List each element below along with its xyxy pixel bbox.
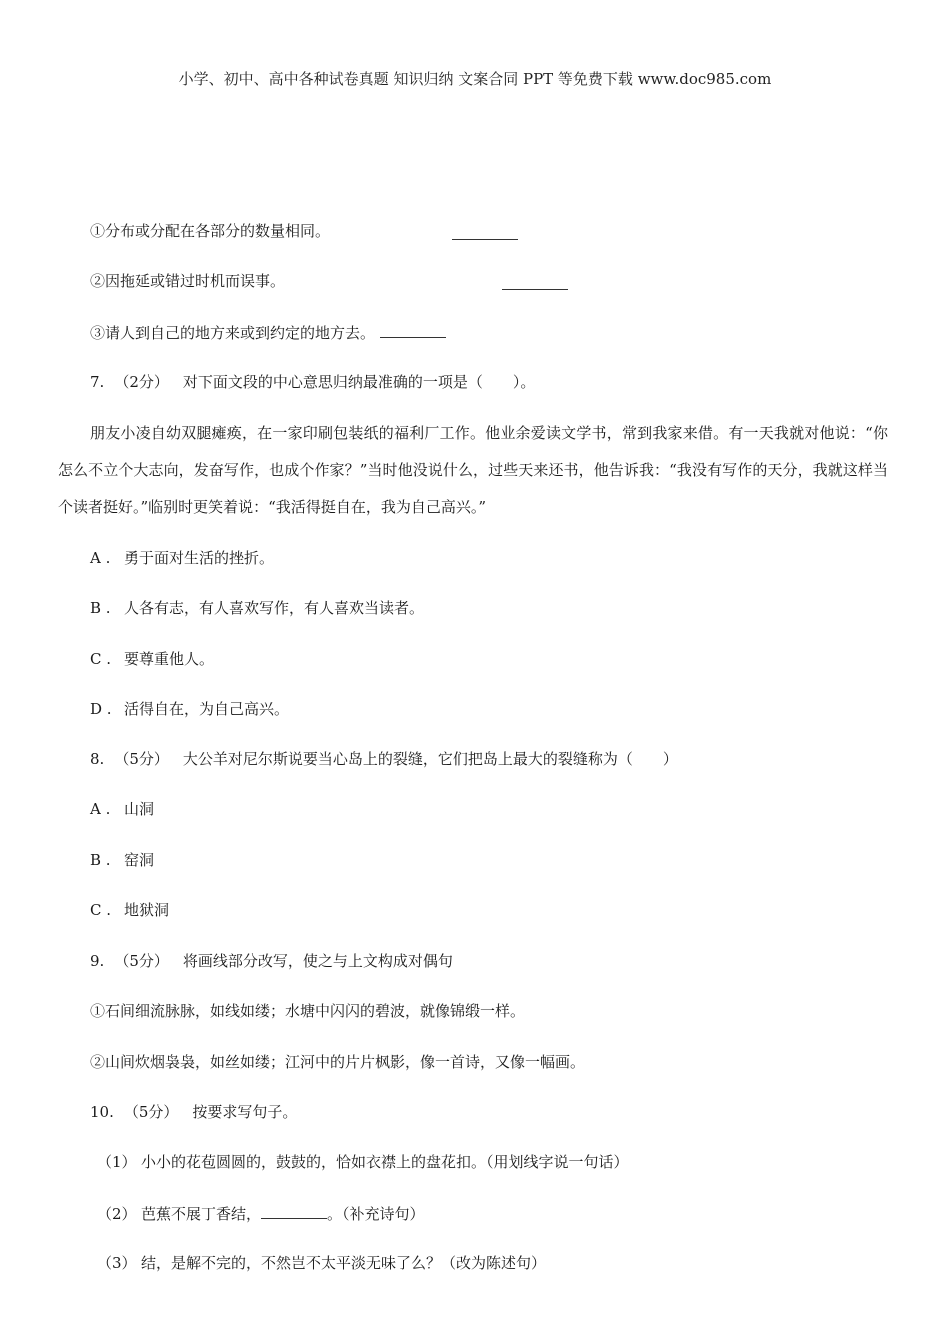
sub-question-3	[97, 1252, 546, 1274]
question-number: 9.	[90, 952, 105, 970]
sub-question-number: （3）	[97, 1254, 137, 1272]
option-text: 地狱洞	[124, 901, 170, 919]
option-text: 人各有志，有人喜欢写作，有人喜欢当读者。	[124, 599, 425, 617]
option-letter: B .	[90, 599, 111, 617]
option-letter: B .	[90, 851, 111, 869]
question-text: 将画线部分改写，使之与上文构成对偶句	[182, 952, 453, 970]
question-8	[90, 748, 678, 770]
answer-blank-3[interactable]	[380, 321, 446, 338]
question-text: 大公羊对尼尔斯说要当心岛上的裂缝，它们把岛上最大的裂缝称为（ ）	[182, 750, 678, 768]
sub-question-2	[97, 1202, 425, 1225]
option-text: 山洞	[124, 800, 155, 818]
option-a[interactable]	[90, 547, 274, 569]
question-score: （2分）	[114, 373, 169, 391]
option-c[interactable]	[90, 899, 169, 921]
question-text: 对下面文段的中心意思归纳最准确的一项是（ ）。	[182, 373, 536, 391]
sentence-2: ②山间炊烟袅袅，如丝如缕；江河中的片片枫影，像一首诗，又像一幅画。	[90, 1053, 586, 1071]
question-10	[90, 1101, 297, 1123]
sub-question-text-end: 。（补充诗句）	[327, 1205, 425, 1223]
answer-blank-2[interactable]	[502, 288, 568, 290]
definition-text: ②因拖延或错过时机而误事。	[90, 272, 286, 290]
sub-question-text: 结，是解不完的，不然岂不太平淡无味了么？（改为陈述句）	[141, 1254, 547, 1272]
question-score: （5分）	[123, 1103, 179, 1121]
option-d[interactable]	[90, 698, 289, 720]
option-letter: A .	[90, 549, 111, 567]
question-number: 7.	[90, 373, 105, 391]
sub-question-number: （1）	[97, 1153, 137, 1171]
option-text: 窑洞	[124, 851, 155, 869]
answer-blank-poem[interactable]	[261, 1202, 327, 1219]
option-text: 勇于面对生活的挫折。	[124, 549, 275, 567]
option-a[interactable]	[90, 798, 154, 820]
question-score: （5分）	[114, 750, 169, 768]
option-text: 要尊重他人。	[124, 650, 215, 668]
question-text: 按要求写句子。	[192, 1103, 298, 1121]
sub-question-text: 芭蕉不展丁香结，	[141, 1205, 262, 1223]
option-letter: D .	[90, 700, 112, 718]
option-b[interactable]	[90, 597, 424, 619]
answer-blank-1[interactable]	[452, 238, 518, 240]
sentence-1: ①石间细流脉脉，如线如缕；水塘中闪闪的碧波，就像锦缎一样。	[90, 1002, 526, 1020]
page-header: 小学、初中、高中各种试卷真题 知识归纳 文案合同 PPT 等免费下载 www.doc985.com	[178, 70, 772, 88]
option-letter: C .	[90, 901, 112, 919]
question-number: 8.	[90, 750, 105, 768]
definition-text: ③请人到自己的地方来或到约定的地方去。	[90, 324, 376, 342]
sub-question-number: （2）	[97, 1205, 137, 1223]
question-number: 10.	[90, 1103, 114, 1121]
definition-text: ①分布或分配在各部分的数量相同。	[90, 222, 331, 240]
option-letter: A .	[90, 800, 111, 818]
option-text: 活得自在，为自己高兴。	[124, 700, 290, 718]
definition-item-3	[90, 321, 446, 344]
question-7	[90, 371, 535, 393]
sub-question-text: 小小的花苞圆圆的，鼓鼓的，恰如衣襟上的盘花扣。（用划线字说一句话）	[141, 1153, 629, 1171]
option-c[interactable]	[90, 648, 214, 670]
question-score: （5分）	[114, 952, 169, 970]
question-9	[90, 950, 453, 972]
option-letter: C .	[90, 650, 112, 668]
sub-question-1	[97, 1151, 629, 1173]
option-b[interactable]	[90, 849, 154, 871]
reading-passage: 朋友小凌自幼双腿瘫痪，在一家印刷包装纸的福利厂工作。他业余爱读文学书，常到我家来借。有一天我就对他说：“你怎么不立个大志向，发奋写作，也成个作家？”当时他没说什么，过些天来还书，他告诉我：“我没有写作的天分，我就这样当个读者挺好。”临别时更笑着说：“我活得挺自在，我为自己高兴。”	[58, 424, 888, 516]
definition-item-1	[90, 220, 330, 242]
definition-item-2	[90, 270, 285, 292]
